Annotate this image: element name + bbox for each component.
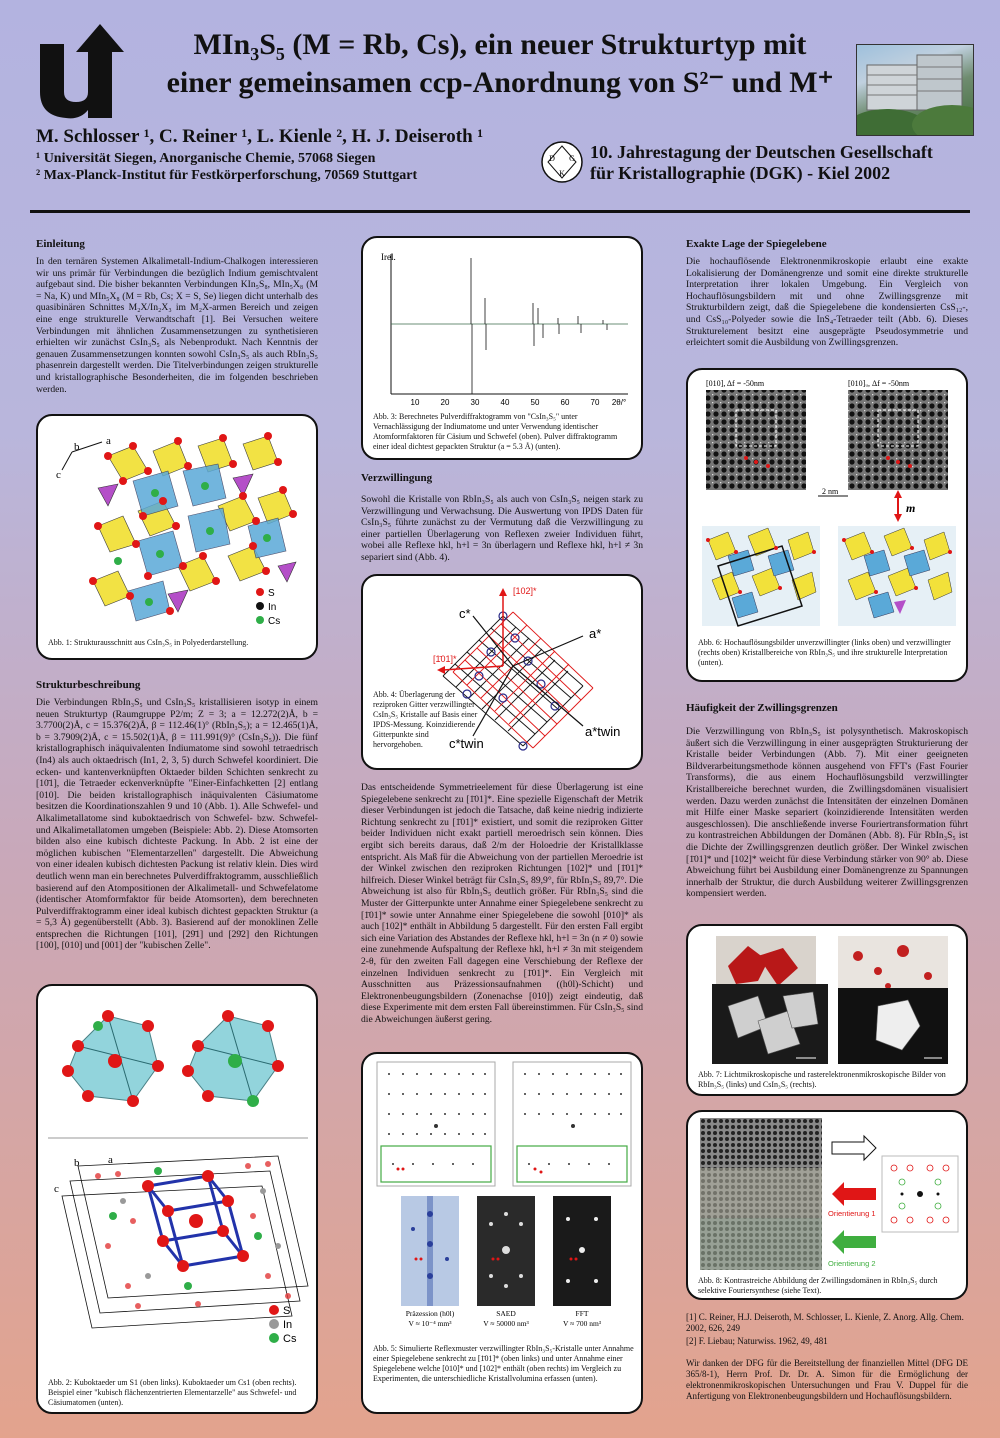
axis-a-label: a bbox=[106, 435, 111, 447]
university-logo bbox=[36, 22, 128, 120]
fig6-mirror-m: m bbox=[906, 501, 916, 515]
figure-7-caption: Abb. 7: Lichtmikroskopische und rasterelektronenmikroskopische Bilder von RbIn₃S₅ (links) und CsIn₃S₅ (rechts). bbox=[698, 1070, 946, 1089]
heading-verzwillingung: Verzwillingung bbox=[361, 472, 433, 484]
authors: M. Schlosser ¹, C. Reiner ¹, L. Kienle ², H. J. Deiseroth ¹ bbox=[36, 126, 484, 147]
figure-6-caption: Abb. 6: Hochauflösungsbilder unverzwillingter (links oben) und verzwillingter (rechts oben) Kristallbereiche von RbIn₃S₅ und ihre strukturelle Interpretation (unten). bbox=[698, 638, 951, 667]
cuboctahedron-s1 bbox=[62, 1010, 164, 1107]
figure-1-structure bbox=[38, 416, 318, 631]
fig5-label-saed-vol: V ≈ 50000 nm³ bbox=[483, 1319, 529, 1328]
conference-line-2: für Kristallographie (DGK) - Kiel 2002 bbox=[590, 163, 891, 183]
fig6-label-right: [010]ᵤ, Δf = -50nm bbox=[848, 379, 910, 388]
figure-7 bbox=[686, 924, 968, 1096]
fig5-label-precession: Präzession (h0l) bbox=[405, 1309, 455, 1318]
figure-5-patterns bbox=[363, 1054, 643, 1354]
fig8-hrem bbox=[700, 1118, 822, 1168]
fig3-tick-2theta: 2θ/° bbox=[611, 398, 627, 407]
fig3-tick-10: 10 bbox=[410, 398, 420, 407]
fig4-label-astar: a* bbox=[589, 626, 602, 641]
title-line-1: MIn₃S₅ (M = Rb, Cs), ein neuer Strukturtyp mit bbox=[193, 28, 807, 61]
fig4-label-cstar: c* bbox=[459, 606, 471, 621]
heading-haeufigkeit: Häufigkeit der Zwillingsgrenzen bbox=[686, 702, 838, 714]
fig5-sim-right bbox=[513, 1062, 631, 1186]
figure-8-domains bbox=[688, 1112, 968, 1276]
fig2-legend-s: S bbox=[283, 1305, 291, 1317]
figure-1 bbox=[36, 414, 318, 660]
fig4-label-102: [102]* bbox=[513, 586, 537, 596]
fig2-legend-cs: Cs bbox=[283, 1333, 297, 1345]
fig6-label-left: [010], Δf = -50nm bbox=[706, 379, 765, 388]
fig5-sim-left bbox=[377, 1062, 495, 1186]
figure-6 bbox=[686, 368, 968, 682]
dgk-letter-d: D bbox=[549, 154, 555, 163]
figure-5 bbox=[361, 1052, 643, 1414]
title-line-2: einer gemeinsamen ccp-Anordnung von S²⁻ und M⁺ bbox=[166, 66, 834, 99]
fig3-tick-70: 70 bbox=[590, 398, 600, 407]
affiliation-1: ¹ Universität Siegen, Anorganische Chemie, 57068 Siegen bbox=[36, 151, 376, 166]
dgk-logo bbox=[540, 140, 584, 184]
fig6-hrem-left bbox=[706, 390, 806, 490]
fig2-legend-dot-in bbox=[269, 1319, 279, 1329]
fig5-precession bbox=[401, 1196, 459, 1306]
text-verzwillingung: Sowohl die Kristalle von RbIn₃S₅ als auch von CsIn₃S₅ neigen stark zu Verzwillingung und Verwachsung. Die Auswertung von IPDS Daten für CsIn₃S₅ führte zunächst zu der Vermutung daß die Verzwillingung zu einer partiellen Überlagerung von Reflexen zweier Individuen führt, wobei alle Reflexe hkl, h+l = 3n überlagern und Reflexe hkl, h+l ≠ 3n separiert sind (Abb. 4). bbox=[361, 494, 643, 563]
poster-title bbox=[140, 26, 860, 102]
figure-1-caption: Abb. 1: Strukturausschnitt aus CsIn₃S₅ in Polyederdarstellung. bbox=[48, 638, 249, 647]
fig2-legend-dot-cs bbox=[269, 1333, 279, 1343]
text-symmetrie: Das entscheidende Symmetrieelement für diese Überlagerung ist eine Spiegelebene senkrecht zu [1̄01]*. Eine spezielle Eigenschaft der Metrik dieser Verbindungen ist jedoch die Tatsache, daß keine niedrig indizierte Richtung senkrecht zu [1̄01]* existiert, und somit die reziproken Gitter beider Individuen nicht exakt partiell meroedrisch sein können. Dies ergibt sich bereits daraus, daß 2/m der Holoedrie der Kristallklasse entspricht. Als Maß für die Abweichung von der partiellen Meroedrie ist der Winkel zwischen den reziproken Richtungen [102]* und [1̄01]* hilfreich. Dieser Winkel beträgt für CsIn₃S₅ 89,9°, für RbIn₃S₅ 89,7°. Die Abweichung ist also für RbIn₃S₅ deutlich größer. Für RbIn₃S₅ sind die Muster der Gitterpunkte unter Annahme einer Spiegelebene senkrecht zu [1̄01]* sowie unter Annahme einer Spiegelebene die sowohl [010]* als auch [102]* enthält in Abbildung 5 dargestellt. Für den ersten Fall ergibt sich eine Variation des Abstandes der Reflexe hkl, h+l = 3n (n ≠ 0) sowie eine zunehmende Aufspaltung der Reflexe hkl, h+l ≠ 3n mit steigendem 2-θ, für den zweiten Fall dagegen eine Verschiebung der Reflexe der einzelnen Individuen senkrecht zu [1̄01]*. Ein Vergleich mit Ausschnitten aus Präzessionsaufnahmen ((h0l)-Schicht) und Elektronenbeugungsbildern (Zonenachse [010]) zeigt eindeutig, daß diese Experimente mit dem ersten Fall übereinstimmen. Für CsIn₃S₅ sind die Abweichungen äußerst gering. bbox=[361, 782, 643, 1025]
fig8-orientation-2: Orientierung 2 bbox=[828, 1259, 876, 1268]
fig2-axis-b: b bbox=[74, 1157, 80, 1169]
fig5-label-precession-vol: V ≈ 10⁻⁴ mm³ bbox=[408, 1319, 452, 1328]
conference bbox=[590, 142, 933, 184]
fig7-light-right bbox=[838, 936, 948, 996]
fig3-tick-40: 40 bbox=[500, 398, 510, 407]
fig3-tick-60: 60 bbox=[560, 398, 570, 407]
text-einleitung: In den ternären Systemen Alkalimetall-Indium-Chalkogen interessieren wir uns primär für Verbindungen die bezüglich Indium gemischtvalent aufgebaut sind. Die bisher bekannten Verbindungen KIn₅S₈, MIn₅X₈ (M = Na, K) und MIn₅X₈ (M = Rb, Cs; X = S, Se) liegen dicht unterhalb des quasibinären Schnittes M₂X/In₂X₃ im M₂X-armen Bereich und zeigen eine enge strukturelle Verwandtschaft [1]. Bei Versuchen weitere Verbindungen mit ähnlichen Zusammensetzungen zu synthetisieren erhielten wir zunächst CsIn₃S₅ als Nebenprodukt. Nach Kenntnis der genauen Zusammensetzungen konnten sowohl CsIn₃S₅ als auch RbIn₃S₅ phasenrein dargestellt werden. Die Titelverbindungen zeigen strukturelle und kristallographische Besonderheiten, die im folgenden beschrieben werden. bbox=[36, 256, 318, 395]
building-photo bbox=[856, 44, 974, 136]
reference-2: [2] F. Liebau; Naturwiss. 1962, 49, 481 bbox=[686, 1336, 828, 1346]
fig5-label-fft: FFT bbox=[575, 1309, 589, 1318]
header-divider bbox=[30, 210, 970, 213]
acknowledgements: Wir danken der DFG für die Bereitstellung der finanziellen Mittel (DFG DE 365/8-1), Herrn Prof. Dr. Dr. A. Simon für die Ermöglichung der elektronenmikroskopischen Untersuchungen und Frau V. Duppel für die Anfertigung von Elektronenbeugungsbildern und Hochauflösungsbildern. bbox=[686, 1358, 968, 1401]
fig2-axis-c: c bbox=[54, 1183, 59, 1195]
heading-struktur: Strukturbeschreibung bbox=[36, 679, 141, 691]
legend-dot-s bbox=[256, 588, 264, 596]
fig2-legend-dot-s bbox=[269, 1305, 279, 1315]
fig5-label-saed: SAED bbox=[496, 1309, 516, 1318]
figure-4-caption: Abb. 4: Überlagerung der reziproken Gitter verzwillingter CsIn₃S₅ Kristalle auf Basis einer IPDS-Messung. Koinzidierende Gitterpunkte sind hervorgehoben. bbox=[373, 690, 478, 749]
heading-exakte-lage: Exakte Lage der Spiegelebene bbox=[686, 238, 827, 250]
fig4-label-ctwin: c*twin bbox=[449, 736, 484, 751]
fig3-tick-30: 30 bbox=[470, 398, 480, 407]
figure-4 bbox=[361, 574, 643, 770]
dgk-letter-k: K bbox=[559, 169, 565, 178]
affiliation-2: ² Max-Planck-Institut für Festkörperforschung, 70569 Stuttgart bbox=[36, 168, 418, 183]
conference-line-1: 10. Jahrestagung der Deutschen Gesellschaft bbox=[590, 142, 933, 162]
fig3-ylabel: Irel. bbox=[381, 252, 396, 262]
figure-3-caption: Abb. 3: Berechnetes Pulverdiffraktogramm von "CsIn₃S₅" unter Vernachlässigung der Indiumatome und unter Verwendung identischer Atomformfaktoren für Cäsium und Schwefel (oben). Pulver diffraktogramm einer ideal dichtest gepackten Struktur (a = 5.3 Å) (unten). bbox=[373, 412, 618, 451]
fig6-hrem-right bbox=[848, 390, 948, 490]
figure-2 bbox=[36, 984, 318, 1414]
legend-dot-in bbox=[256, 602, 264, 610]
reference-1: [1] C. Reiner, H.J. Deiseroth, M. Schlosser, L. Kienle, Z. Anorg. Allg. Chem. 2002, 626, 249 bbox=[686, 1312, 964, 1333]
fig6-structure-right bbox=[838, 526, 956, 626]
legend-cs: Cs bbox=[268, 616, 281, 627]
fig3-tick-20: 20 bbox=[440, 398, 450, 407]
fig5-saed bbox=[477, 1196, 535, 1306]
fig2-axis-a: a bbox=[108, 1154, 113, 1166]
fig5-label-fft-vol: V ≈ 700 nm³ bbox=[562, 1319, 602, 1328]
figure-3-diffractogram bbox=[363, 238, 643, 408]
fig6-scalebar: 2 nm bbox=[822, 487, 839, 496]
cuboctahedron-cs1 bbox=[182, 1010, 284, 1107]
fig5-fft bbox=[553, 1196, 611, 1306]
legend-dot-cs bbox=[256, 616, 264, 624]
building-photo-drawing bbox=[857, 45, 974, 136]
dgk-letter-g: G bbox=[569, 154, 575, 163]
fig4-label-atwin: a*twin bbox=[585, 724, 621, 739]
figure-5-caption: Abb. 5: Simulierte Reflexmuster verzwillingter RbIn₃S₅-Kristalle unter Annahme einer Spiegelebene senkrecht zu [1̄01]* (oben links) und unter Annahme einer Spiegelebene welche [010]* und [102]* enthält (oben rechts) im Vergleich zu Experimenten, die unterschiedliche Kristallvolumina erfassen (unten). bbox=[373, 1344, 634, 1383]
axis-b-label: b bbox=[74, 441, 80, 453]
text-struktur: Die Verbindungen RbIn₃S₅ und CsIn₃S₅ kristallisieren isotyp in einem neuen Strukturtyp (Raumgruppe P2/m; Z = 3; a = 12.272(2)Å, b = 3.7700(2)Å, c = 15.376(2)Å, β = 112.46(1)° (RbIn₃S₅); a = 12.465(1)Å, b = 3.7909(2)Å, c = 15.502(1)Å, β = 111.991(9)° (CsIn₃S₅)). Die fünf kristallographisch inäquivalenten Indiumatome sind sowohl tetraedrisch (In4) als auch oktaedrisch (In1, 2, 3, 5) durch Schwefel koordiniert. Die ecken- und kantenverknüpften Oktaeder bilden Schichten senkrecht zu [10̄1], die Tetraeder eckenverknüpfte "Einer-Einfachketten [2] entlang [010]. Die beiden kristallographisch inäquivalenten Cäsiumatome besitzen die Koordinationszahlen 9 und 10 (Abb. 1). Alle Schwefel- und Alkalimetallatome sind kuboktaedrisch von Schwefel- bzw. Schwefel- und Alkalimetallatomen umgeben (Beispiele: Abb. 2). Diese Atomsorten bilden also eine kubisch dichteste Packung. In Abb. 2 ist eine der möglichen kubischen "Elementarzellen" dargestellt. Die Abweichung von einer idealen kubisch dichtesten Packung ist relativ klein. Dies wird deutlich wenn man ein berechnetes Pulverdiffraktogramm, ausschließlich basierend auf den Atompositionen der Alkalimetall- und Schwefelatome (identischer Atomformfaktor für beide Atomsorten), dem berechneten Pulverdiffraktogramm einer ideal kubisch dichtest gepackten Struktur (a = 5,3 Å) gegenüberstellt (Abb. 3). Basierend auf der monoklinen Zelle entsprechen die Richtungen [101], [29̄1] und [29̄2] den Richtungen [100], [010] und [001] der "kubischen Zelle". bbox=[36, 697, 318, 952]
figure-3 bbox=[361, 236, 643, 460]
figure-8 bbox=[686, 1110, 968, 1300]
heading-einleitung: Einleitung bbox=[36, 238, 85, 250]
legend-in: In bbox=[268, 602, 277, 613]
figure-7-micrographs bbox=[688, 926, 968, 1068]
axis-c-label: c bbox=[56, 469, 61, 481]
fig4-label-101: [1̄01]* bbox=[433, 654, 457, 664]
figure-6-hrem bbox=[688, 370, 968, 630]
fig6-structure-left bbox=[702, 526, 820, 626]
figure-8-caption: Abb. 8: Kontrastreiche Abbildung der Zwillingsdomänen in RbIn₃S₅ durch selektive Fouriersynthese (siehe Text). bbox=[698, 1276, 938, 1295]
figure-2-drawing bbox=[38, 986, 318, 1346]
fig2-legend-in: In bbox=[283, 1319, 293, 1331]
legend-s: S bbox=[268, 588, 275, 599]
text-exakte-lage: Die hochauflösende Elektronenmikroskopie erlaubt eine exakte Lokalisierung der Domänengrenze und somit eine direkte strukturelle Interpretation ihrer lokalen Umgebung. Ein Vergleich von Hochauflösungsbildern mit und ohne Zwillingsgrenze mit Strukturbildern zeigt, daß die Spiegelebene die kondensierten CsS₁₂-, und CsS₁₀-Polyeder sowie die InS₄-Tetraeder teilt (Abb. 6). Dieses Strukturelement besitzt eine ausgeprägte Pseudosymmetrie und erleichtert somit die Ausbildung von Zwillingsgrenzen. bbox=[686, 256, 968, 349]
figure-2-caption: Abb. 2: Kuboktaeder um S1 (oben links). Kuboktaeder um Cs1 (oben rechts). Beispiel einer "kubisch flächenzentrierten Elementarzelle" aus Schwefel- und Cäsiumatomen (unten). bbox=[48, 1378, 297, 1407]
fig8-orientation-1: Orientierung 1 bbox=[828, 1209, 876, 1218]
fig3-tick-50: 50 bbox=[530, 398, 540, 407]
text-haeufigkeit: Die Verzwillingung von RbIn₃S₅ ist polysynthetisch. Makroskopisch äußert sich die Verzwillingung in einer ausgeprägten Strukturierung der Kristalle beider Verbindungen (Abb. 7). Mit einer geeigneten Bildverarbeitungsmethode können ausgehend von FFT's (Fast Fourier Transforms), die aus einem Hochauflösungsbild verzwillingter Kristallbereiche berechnet wurden, die Zwillingsdomänen visualisiert werden. Dazu werden zunächst die Intensitäten der einzelnen Domänen mit Hilfe einer Maske separiert (koinzidierende Intensitäten werden ausgeschlossen). Die anschließende inverse Fouriertransformation führt zu kontrastreichen Abbildungen der Domänen (Abb. 8). Für RbIn₃S₅ ist die Dichte der Zwillingsgrenzen deutlich größer. Der Winkel zwischen [1̄01]* und [102]* weicht für diese Verbindung stärker von 90° ab. Diese Abweichung führt bei Ausbildung einer Domänengrenze zu Spannungen innerhalb der Struktur, die durch Ausbildung weiterer Zwillingsgrenzen kompensiert werden. bbox=[686, 726, 968, 900]
